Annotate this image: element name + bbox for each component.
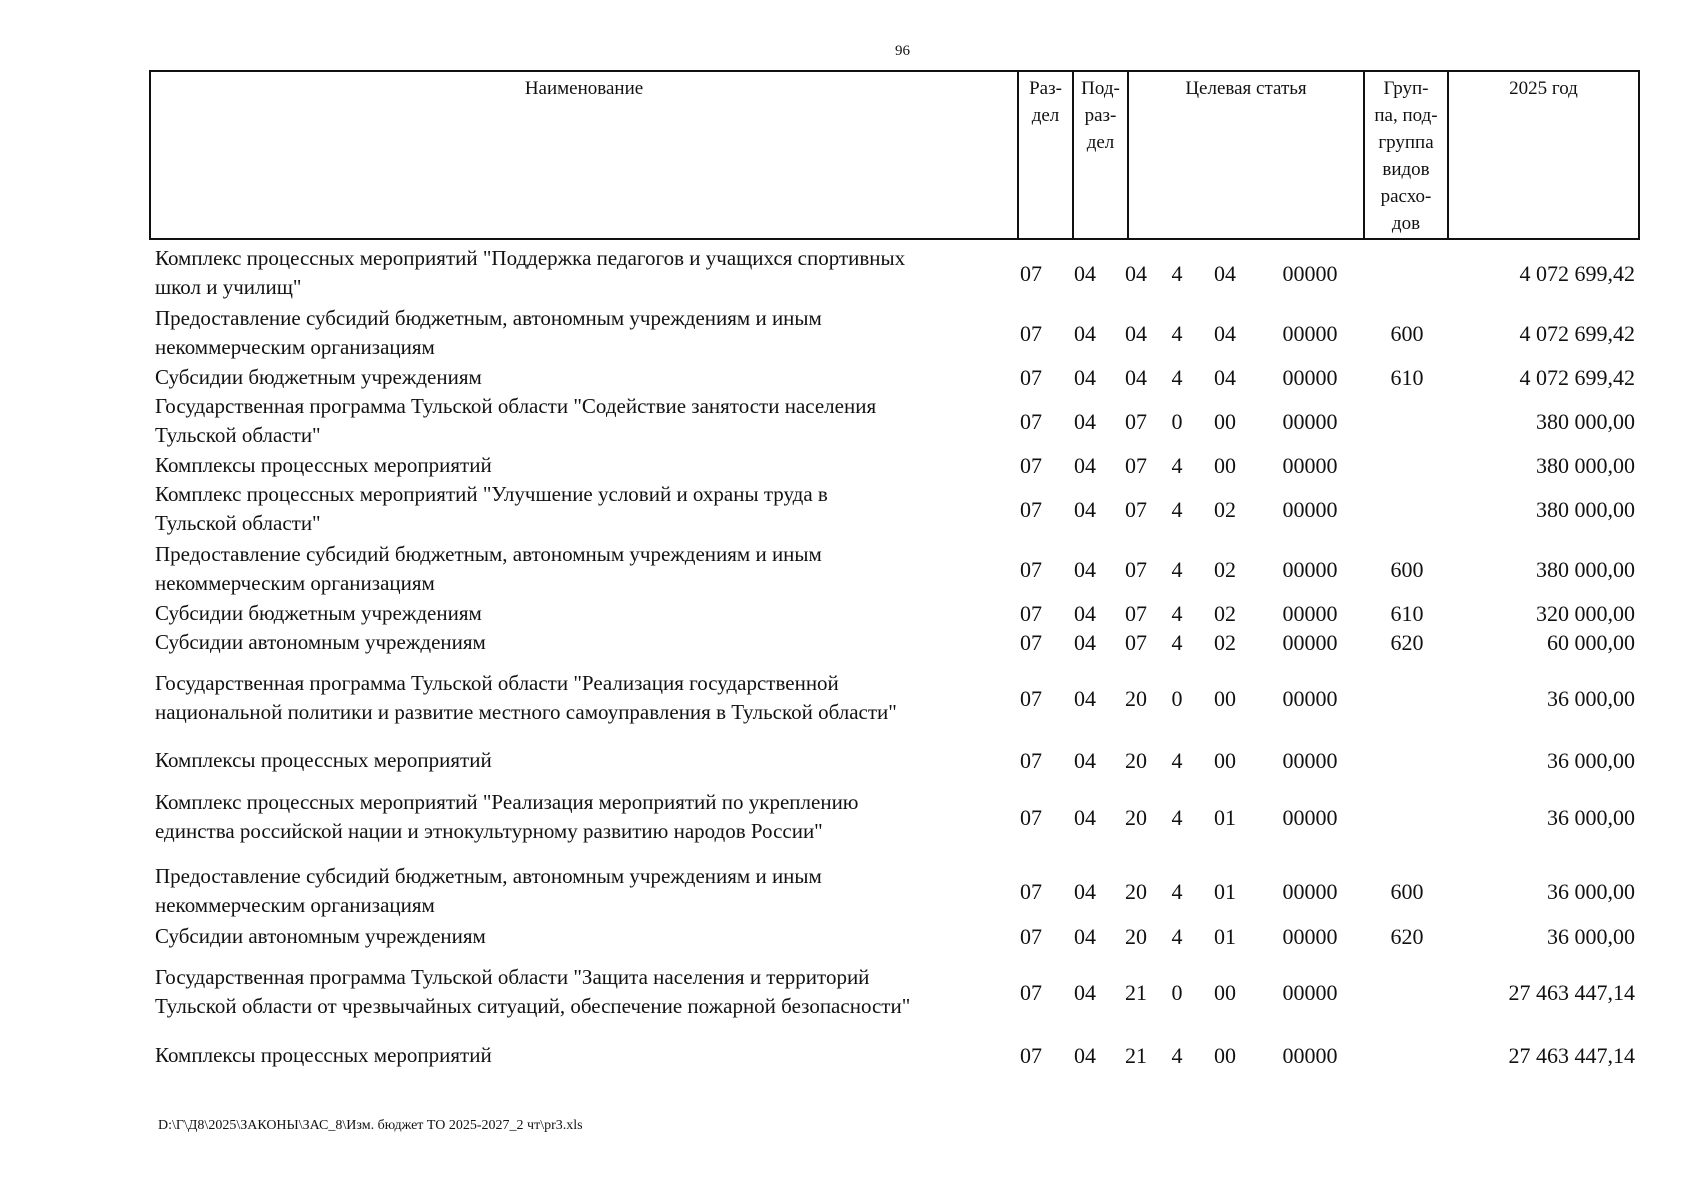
- cell-c1: 07: [1125, 496, 1147, 522]
- cell-c2: 4: [1171, 365, 1183, 390]
- cell-amount: 36 000,00: [1547, 804, 1635, 830]
- cell-r: 07: [1020, 320, 1042, 346]
- cell-c1: 07: [1125, 408, 1147, 434]
- cell-r: 07: [1020, 408, 1042, 434]
- cell-c3: 00: [1214, 979, 1236, 1005]
- cell-c2: 4: [1171, 556, 1183, 582]
- cell-p: 04: [1074, 685, 1096, 711]
- page-number: 96: [895, 43, 910, 59]
- table-row: [155, 304, 1645, 362]
- cell-c3: 00: [1214, 453, 1236, 478]
- cell-c4: 00000: [1282, 365, 1338, 390]
- cell-c1: 07: [1125, 630, 1147, 655]
- cell-c4: 00000: [1282, 1043, 1338, 1068]
- cell-c3: 02: [1214, 630, 1236, 655]
- header-razdel: Раз- дел: [1029, 78, 1062, 126]
- cell-c3: 04: [1214, 260, 1236, 286]
- cell-p: 04: [1074, 630, 1096, 655]
- cell-r: 07: [1020, 1043, 1042, 1068]
- cell-p: 04: [1074, 260, 1096, 286]
- cell-p: 04: [1074, 556, 1096, 582]
- cell-amount: 380 000,00: [1536, 496, 1635, 522]
- cell-p: 04: [1074, 979, 1096, 1005]
- cell-p: 04: [1074, 496, 1096, 522]
- cell-c3: 00: [1214, 685, 1236, 711]
- cell-c1: 20: [1125, 804, 1147, 830]
- row-name: Государственная программа Тульской области "Содействие занятости населения Тульской области": [155, 394, 877, 447]
- table-row: [155, 1041, 1645, 1070]
- cell-g: 610: [1390, 365, 1424, 390]
- table-header: [149, 70, 1640, 240]
- table-row: [155, 480, 1645, 538]
- cell-c1: 04: [1125, 365, 1147, 390]
- cell-r: 07: [1020, 924, 1042, 949]
- table-row: [155, 788, 1645, 846]
- cell-amount: 60 000,00: [1547, 630, 1635, 655]
- cell-c3: 02: [1214, 601, 1236, 626]
- cell-r: 07: [1020, 496, 1042, 522]
- cell-c2: 4: [1171, 748, 1183, 773]
- cell-amount: 4 072 699,42: [1519, 320, 1635, 346]
- cell-c2: 4: [1171, 804, 1183, 830]
- header-name: Наименование: [524, 78, 644, 99]
- cell-c4: 00000: [1282, 556, 1338, 582]
- table-row: [155, 746, 1645, 775]
- cell-c2: 4: [1171, 453, 1183, 478]
- row-name: Комплексы процессных мероприятий: [155, 748, 492, 772]
- cell-r: 07: [1020, 453, 1042, 478]
- cell-r: 07: [1020, 260, 1042, 286]
- cell-amount: 36 000,00: [1547, 685, 1635, 711]
- row-name: Предоставление субсидий бюджетным, автономным учреждениям и иным некоммерческим организациям: [155, 306, 822, 359]
- cell-c2: 4: [1171, 1043, 1183, 1068]
- header-gruppa: Груп- па, под- группа видов расхо- дов: [1374, 78, 1438, 234]
- row-name: Комплекс процессных мероприятий "Поддержка педагогов и учащихся спортивных школ и училищ": [155, 246, 906, 299]
- cell-c4: 00000: [1282, 496, 1338, 522]
- cell-r: 07: [1020, 556, 1042, 582]
- row-name: Предоставление субсидий бюджетным, автономным учреждениям и иным некоммерческим организациям: [155, 542, 822, 595]
- cell-g: 620: [1390, 924, 1424, 949]
- cell-c2: 0: [1171, 685, 1183, 711]
- cell-p: 04: [1074, 453, 1096, 478]
- cell-c3: 00: [1214, 408, 1236, 434]
- cell-c4: 00000: [1282, 601, 1338, 626]
- cell-c1: 21: [1125, 979, 1147, 1005]
- table-row: [155, 244, 1645, 302]
- cell-c3: 02: [1214, 556, 1236, 582]
- cell-amount: 380 000,00: [1536, 408, 1635, 434]
- row-name: Государственная программа Тульской области "Реализация государственной национальной политики и развитие местного самоуправления в Тульской области": [155, 671, 897, 724]
- cell-amount: 27 463 447,14: [1508, 979, 1635, 1005]
- row-name: Комплексы процессных мероприятий: [155, 1043, 492, 1067]
- cell-amount: 27 463 447,14: [1508, 1043, 1635, 1068]
- cell-amount: 380 000,00: [1536, 453, 1635, 478]
- table-row: [155, 862, 1645, 920]
- cell-c1: 20: [1125, 924, 1147, 949]
- cell-c1: 07: [1125, 556, 1147, 582]
- table-row: [155, 363, 1645, 392]
- cell-r: 07: [1020, 630, 1042, 655]
- table-row: [155, 963, 1645, 1021]
- cell-c2: 4: [1171, 924, 1183, 949]
- row-name: Комплекс процессных мероприятий "Улучшение условий и охраны труда в Тульской области": [155, 482, 828, 535]
- cell-p: 04: [1074, 1043, 1096, 1068]
- row-name: Субсидии автономным учреждениям: [155, 924, 486, 948]
- cell-p: 04: [1074, 878, 1096, 904]
- table-row: [155, 451, 1645, 480]
- cell-c1: 20: [1125, 878, 1147, 904]
- cell-p: 04: [1074, 601, 1096, 626]
- cell-c3: 00: [1214, 1043, 1236, 1068]
- cell-g: 620: [1390, 630, 1424, 655]
- cell-c1: 21: [1125, 1043, 1147, 1068]
- cell-c4: 00000: [1282, 453, 1338, 478]
- cell-c3: 04: [1214, 320, 1236, 346]
- cell-p: 04: [1074, 320, 1096, 346]
- row-name: Субсидии бюджетным учреждениям: [155, 365, 482, 389]
- cell-amount: 320 000,00: [1536, 601, 1635, 626]
- cell-c1: 04: [1125, 260, 1147, 286]
- cell-c3: 01: [1214, 804, 1236, 830]
- cell-c4: 00000: [1282, 979, 1338, 1005]
- row-name: Субсидии бюджетным учреждениям: [155, 601, 482, 625]
- row-name: Государственная программа Тульской области "Защита населения и территорий Тульской области от чрезвычайных ситуаций, обеспечение пожарной безопасности": [155, 965, 911, 1018]
- header-podrazdel: Под- раз- дел: [1081, 78, 1120, 153]
- cell-c2: 4: [1171, 496, 1183, 522]
- cell-c3: 01: [1214, 924, 1236, 949]
- cell-c4: 00000: [1282, 878, 1338, 904]
- cell-c1: 04: [1125, 320, 1147, 346]
- cell-amount: 36 000,00: [1547, 878, 1635, 904]
- table-row: [155, 599, 1645, 628]
- cell-r: 07: [1020, 601, 1042, 626]
- cell-r: 07: [1020, 748, 1042, 773]
- cell-p: 04: [1074, 408, 1096, 434]
- cell-g: 600: [1390, 878, 1424, 904]
- cell-g: 600: [1390, 556, 1424, 582]
- cell-g: 610: [1390, 601, 1424, 626]
- cell-c1: 07: [1125, 453, 1147, 478]
- file-path: D:\Г\Д8\2025\ЗАКОНЫ\ЗАС_8\Изм. бюджет ТО 2025-2027_2 чт\pr3.xls: [158, 1118, 583, 1133]
- cell-c4: 00000: [1282, 924, 1338, 949]
- cell-c2: 4: [1171, 320, 1183, 346]
- cell-c3: 02: [1214, 496, 1236, 522]
- cell-r: 07: [1020, 878, 1042, 904]
- cell-c4: 00000: [1282, 685, 1338, 711]
- cell-c4: 00000: [1282, 748, 1338, 773]
- cell-c4: 00000: [1282, 320, 1338, 346]
- cell-c1: 20: [1125, 748, 1147, 773]
- cell-amount: 36 000,00: [1547, 748, 1635, 773]
- cell-amount: 36 000,00: [1547, 924, 1635, 949]
- cell-c2: 4: [1171, 630, 1183, 655]
- cell-r: 07: [1020, 365, 1042, 390]
- header-year: 2025 год: [1509, 78, 1578, 99]
- cell-g: 600: [1390, 320, 1424, 346]
- cell-c4: 00000: [1282, 408, 1338, 434]
- cell-p: 04: [1074, 924, 1096, 949]
- cell-amount: 4 072 699,42: [1519, 365, 1635, 390]
- cell-p: 04: [1074, 804, 1096, 830]
- cell-p: 04: [1074, 748, 1096, 773]
- cell-c3: 01: [1214, 878, 1236, 904]
- row-name: Предоставление субсидий бюджетным, автономным учреждениям и иным некоммерческим организациям: [155, 864, 822, 917]
- header-celevaya-statya: Целевая статья: [1185, 78, 1307, 99]
- row-name: Комплекс процессных мероприятий "Реализация мероприятий по укреплению единства российской нации и этнокультурному развитию народов России": [155, 790, 859, 843]
- table-row: [155, 922, 1645, 951]
- cell-c1: 07: [1125, 601, 1147, 626]
- table-row: [155, 540, 1645, 598]
- row-name: Комплексы процессных мероприятий: [155, 453, 492, 477]
- cell-r: 07: [1020, 979, 1042, 1005]
- cell-c2: 4: [1171, 260, 1183, 286]
- cell-p: 04: [1074, 365, 1096, 390]
- cell-c4: 00000: [1282, 630, 1338, 655]
- cell-c4: 00000: [1282, 804, 1338, 830]
- cell-c3: 04: [1214, 365, 1236, 390]
- table-row: [155, 628, 1645, 657]
- row-name: Субсидии автономным учреждениям: [155, 630, 486, 654]
- cell-c2: 0: [1171, 979, 1183, 1005]
- cell-c4: 00000: [1282, 260, 1338, 286]
- cell-r: 07: [1020, 804, 1042, 830]
- cell-amount: 380 000,00: [1536, 556, 1635, 582]
- cell-r: 07: [1020, 685, 1042, 711]
- table-row: [155, 669, 1645, 727]
- cell-amount: 4 072 699,42: [1519, 260, 1635, 286]
- cell-c2: 0: [1171, 408, 1183, 434]
- cell-c2: 4: [1171, 601, 1183, 626]
- cell-c2: 4: [1171, 878, 1183, 904]
- table-row: [155, 392, 1645, 450]
- cell-c1: 20: [1125, 685, 1147, 711]
- cell-c3: 00: [1214, 748, 1236, 773]
